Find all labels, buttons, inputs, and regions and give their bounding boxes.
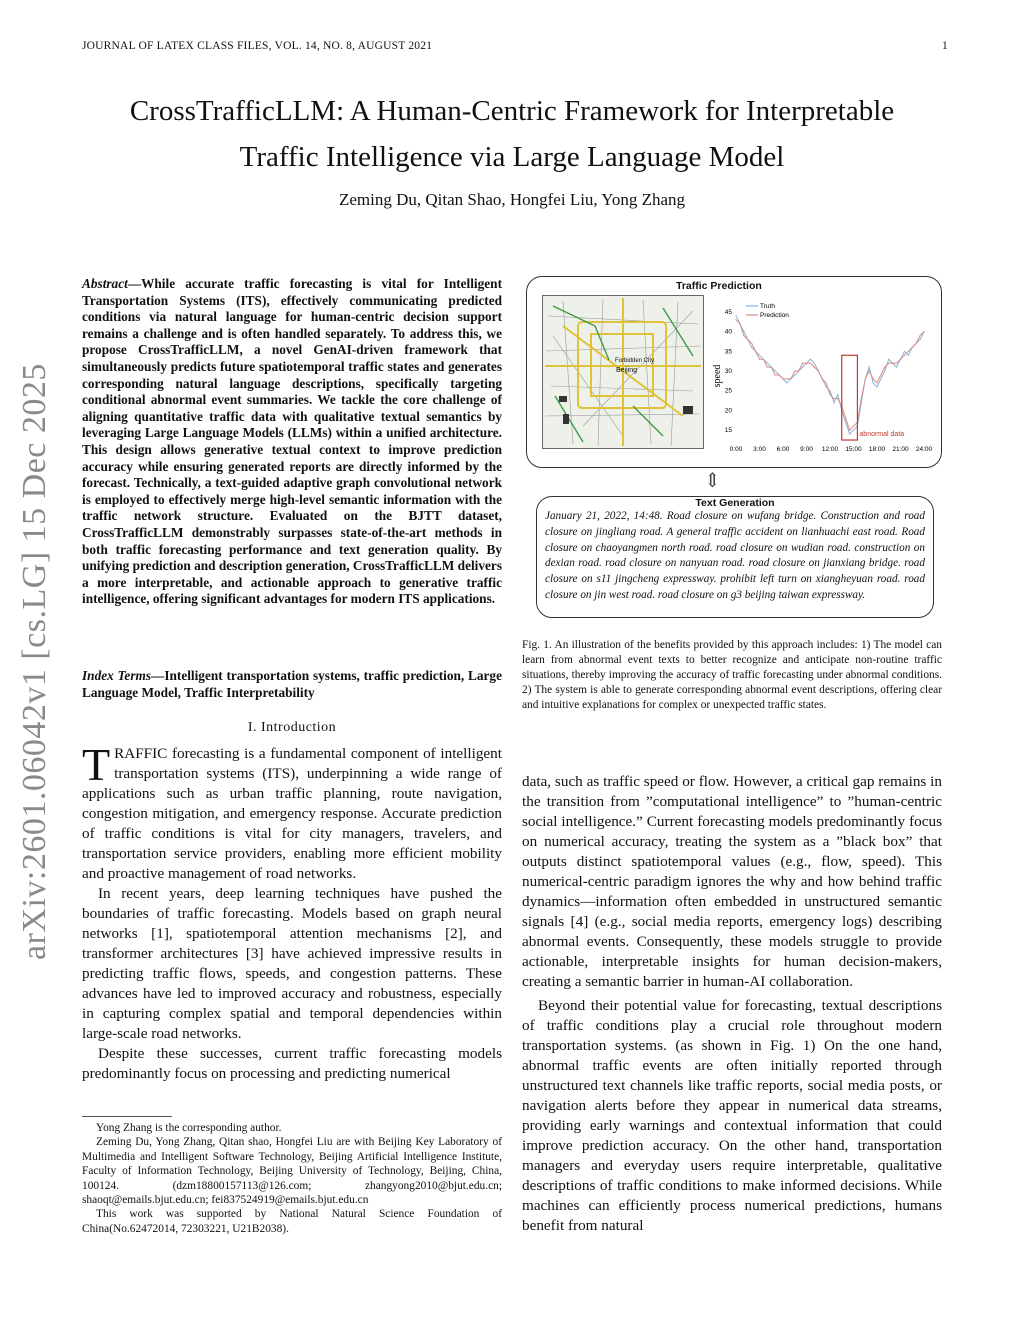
author-list: Zeming Du, Qitan Shao, Hongfei Liu, Yong Zhang bbox=[338, 190, 686, 209]
text-generation-title: Text Generation bbox=[695, 497, 775, 509]
data-point bbox=[880, 374, 881, 375]
data-point bbox=[751, 347, 752, 348]
x-tick-label: 15:00 bbox=[845, 446, 862, 453]
x-tick-label: 24:00 bbox=[915, 446, 933, 453]
data-point bbox=[896, 363, 897, 364]
data-point bbox=[806, 363, 807, 364]
data-point bbox=[794, 374, 795, 375]
data-point bbox=[810, 363, 811, 364]
data-point bbox=[825, 386, 826, 387]
drop-cap: T bbox=[82, 739, 111, 790]
data-point bbox=[900, 359, 901, 360]
data-point bbox=[884, 370, 885, 371]
footnote-affiliation: Zeming Du, Yong Zhang, Qitan shao, Hongfei Liu are with Beijing Key Laboratory of Multimedia and Intelligent Software Technology, Beijing Artificial Intelligence Institute, Faculty of Information Technology, Beijing University of Technology, Beijing, China, 100124. (dzm18800157113@126.com; zhangyong2010@bjut.edu.cn; shaoqt@emails.bjut.edu.cn; fei837524919@emails.bjut.edu.cn bbox=[82, 1136, 502, 1207]
road-network-graphic bbox=[543, 296, 703, 448]
data-point bbox=[872, 382, 873, 383]
data-point bbox=[880, 378, 881, 379]
running-head bbox=[82, 40, 948, 52]
data-point bbox=[837, 394, 838, 395]
data-point bbox=[845, 418, 846, 419]
data-point bbox=[833, 402, 834, 403]
data-point bbox=[923, 331, 924, 332]
data-point bbox=[747, 339, 748, 340]
data-point bbox=[892, 363, 893, 364]
data-point bbox=[786, 378, 787, 379]
title-line-1: CrossTrafficLLM: A Human-Centric Framework for Interpretable bbox=[129, 95, 895, 127]
data-point bbox=[810, 359, 811, 360]
beijing-road-map bbox=[542, 295, 704, 449]
x-tick-label: 3:00 bbox=[753, 446, 766, 453]
data-point bbox=[837, 398, 838, 399]
data-point bbox=[794, 370, 795, 371]
data-point bbox=[853, 426, 854, 427]
data-point bbox=[775, 374, 776, 375]
intro-paragraph-1 bbox=[82, 739, 502, 884]
data-point bbox=[743, 331, 744, 332]
data-point bbox=[802, 366, 803, 367]
data-point bbox=[814, 363, 815, 364]
data-point bbox=[916, 343, 917, 344]
data-point bbox=[825, 382, 826, 383]
data-point bbox=[763, 359, 764, 360]
figure-panel-title: Traffic Prediction bbox=[676, 280, 762, 292]
data-point bbox=[829, 390, 830, 391]
y-tick-label: 40 bbox=[724, 328, 732, 336]
data-point bbox=[904, 351, 905, 352]
x-tick-label: 0:00 bbox=[729, 446, 743, 453]
y-tick-label: 35 bbox=[724, 348, 732, 356]
data-point bbox=[845, 422, 846, 423]
chart-legend bbox=[746, 303, 789, 319]
title-line-2: Traffic Intelligence via Large Language Model bbox=[239, 141, 785, 173]
data-point bbox=[829, 394, 830, 395]
y-tick-label: 45 bbox=[724, 308, 732, 316]
abstract-text: —While accurate traffic forecasting is vital for Intelligent Transportation Systems (ITS), effectively communicating predicted conditions via natural language for human-centric decision support remains a challenge and is often handled separately. To address this, we propose CrossTrafficLLM, a novel GenAI-driven framework that simultaneously predicts future spatiotemporal traffic states and generates corresponding natural language descriptions, specifically targeting conditional abnormal event summaries. We tackle the core challenge of aligning quantitative traffic data with qualitative textual semantics by leveraging Large Language Models (LLMs) within a unified architecture. This design allows generative textual context to improve prediction accuracy while ensuring generated reports are directly informed by the forecast. Technically, a text-guided adaptive graph convolutional network is employed to effectively merge high-level semantic information with the traffic network structure. Evaluated on the BJTT dataset, CrossTrafficLLM demonstrably surpasses state-of-the-art methods in both traffic forecasting performance and text generation quality. By unifying prediction and description generation, CrossTrafficLLM delivers a more interpretable, and actionable approach to generative traffic intelligence, offering significant advantages for modern ITS applications. bbox=[82, 276, 502, 607]
y-tick-label: 20 bbox=[724, 407, 732, 415]
data-point bbox=[778, 374, 779, 375]
data-point bbox=[822, 378, 823, 379]
data-point bbox=[888, 363, 889, 364]
data-point bbox=[735, 315, 736, 316]
data-point bbox=[869, 366, 870, 367]
footnote-rule bbox=[82, 1116, 172, 1117]
data-point bbox=[743, 335, 744, 336]
data-point bbox=[755, 351, 756, 352]
intro-paragraph-2: In recent years, deep learning techniques have pushed the boundaries of traffic forecasting. Models based on graph neural networks [1], spatiotemporal attention mechanisms [2], and transformer architectures [3] have achieved impressive results in predicting traffic flows, speeds, and congestion patterns. These advances have led to improved accuracy and robustness, especially in capturing complex spatial and temporal dependencies within large-scale road networks. bbox=[82, 885, 502, 1042]
data-point bbox=[908, 351, 909, 352]
data-point bbox=[912, 347, 913, 348]
x-tick-label: 9:00 bbox=[800, 446, 813, 453]
right-paragraph-2: Beyond their potential value for forecasting, textual descriptions of traffic conditions play a crucial role throughout modern transportation systems. (as shown in Fig. 1) On the one hand, abnormal traffic events are often initially reported through unstructured text channels like traffic reports, social media posts, or navigation alerts before they appear in numerical data streams, providing early warnings and contextual information that could improve prediction accuracy. On the other hand, transportation managers and everyday users require interpretable, qualitative descriptions of traffic conditions to make informed decisions. While machines can efficiently process numerical predictions, humans benefit from natural bbox=[522, 997, 942, 1234]
abstract-label: Abstract bbox=[82, 276, 128, 291]
data-point bbox=[876, 386, 877, 387]
data-point bbox=[814, 366, 815, 367]
legend-prediction-label: Prediction bbox=[760, 312, 789, 319]
arxiv-stamp: arXiv:2601.06042v1 [cs.LG] 15 Dec 2025 bbox=[16, 363, 53, 960]
x-tick-label: 18:00 bbox=[868, 446, 886, 453]
x-tick-label: 6:00 bbox=[776, 446, 790, 453]
data-point bbox=[853, 430, 854, 431]
data-point bbox=[888, 359, 889, 360]
x-tick-label: 21:00 bbox=[892, 446, 909, 453]
data-point bbox=[802, 363, 803, 364]
data-point bbox=[759, 355, 760, 356]
index-terms-text: —Intelligent transportation systems, traffic prediction, Large Language Model, Traffic Interpretability bbox=[82, 668, 502, 700]
data-point bbox=[739, 323, 740, 324]
abstract bbox=[82, 276, 502, 608]
double-arrow-icon: ⇕ bbox=[704, 470, 721, 492]
section-heading-introduction: I. Introduction bbox=[247, 720, 337, 735]
right-paragraph-1: data, such as traffic speed or flow. However, a critical gap remains in the transition from ”computational intelligence” to ”human-centric social intelligence.” Current forecasting models predominantly focus on numerical accuracy, treating the system as a ”black box” that outputs distinct spatiotemporal values (e.g., flow, speed). This numerical-centric paradigm ignores the why and how behind traffic dynamics—information often embedded in unstructured semantic signals [4] (e.g., social media reports, emergency logs) describing abnormal events. Consequently, these models struggle to provide actionable, interpretable insights for human decision-makers, creating a semantic barrier in human-AI collaboration. bbox=[522, 773, 942, 990]
legend-truth-label: Truth bbox=[760, 303, 775, 310]
series-line-prediction bbox=[736, 320, 924, 430]
abnormal-data-label: abnormal data bbox=[859, 431, 905, 439]
data-point bbox=[751, 343, 752, 344]
figure-1-caption: Fig. 1. An illustration of the benefits provided by this approach includes: 1) The model can learn from abnormal event texts to better recognize and anticipate non-routine traffic situations, thereby improving the accuracy of traffic forecasting under abnormal conditions. 2) The system is able to generate corresponding abnormal event descriptions, offering clear and intuitive explanations for complex or unexpected traffic states. bbox=[522, 639, 942, 711]
data-point bbox=[735, 319, 736, 320]
data-point bbox=[767, 366, 768, 367]
data-point bbox=[904, 355, 905, 356]
data-point bbox=[798, 370, 799, 371]
footnotes bbox=[82, 1116, 502, 1236]
map-label-forbidden-city: Forbidden City bbox=[615, 358, 655, 364]
series-line-truth bbox=[736, 316, 924, 434]
data-point bbox=[759, 359, 760, 360]
data-point bbox=[782, 378, 783, 379]
data-point bbox=[869, 370, 870, 371]
data-point bbox=[818, 370, 819, 371]
data-point bbox=[865, 378, 866, 379]
abnormal-data-box bbox=[842, 355, 858, 440]
y-axis-label: speed bbox=[712, 364, 723, 388]
data-point bbox=[849, 430, 850, 431]
data-point bbox=[919, 339, 920, 340]
intro-paragraph-3: Despite these successes, current traffic forecasting models predominantly focus on processing and predicting numerical bbox=[82, 1045, 502, 1082]
data-point bbox=[884, 366, 885, 367]
text-generation-panel bbox=[536, 496, 934, 618]
y-tick-label: 30 bbox=[724, 368, 732, 376]
footnote-corresponding: Yong Zhang is the corresponding author. bbox=[96, 1122, 282, 1134]
data-point bbox=[861, 398, 862, 399]
data-point bbox=[876, 382, 877, 383]
index-terms-label: Index Terms bbox=[82, 668, 152, 683]
speed-line-chart bbox=[706, 296, 934, 458]
page-number: 1 bbox=[942, 40, 948, 52]
data-point bbox=[833, 398, 834, 399]
data-point bbox=[790, 378, 791, 379]
intro-paragraph-1-text: RAFFIC forecasting is a fundamental component of intelligent transportation systems (ITS), underpinning a wide range of applications such as urban traffic planning, route navigation, congestion mitigation, and emergency response. Accurate prediction of traffic conditions is vital for city managers, travelers, and transportation service providers, enabling more efficient mobility and proactive management of road networks. bbox=[82, 745, 502, 882]
index-terms bbox=[82, 668, 502, 701]
running-head-text: JOURNAL OF LATEX CLASS FILES, VOL. 14, NO. 8, AUGUST 2021 bbox=[82, 40, 433, 52]
right-column-body bbox=[522, 772, 942, 1236]
paper-title bbox=[60, 88, 964, 180]
footnote-funding: This work was supported by National Natural Science Foundation of China(No.62472014, 72303221, U21B2038). bbox=[82, 1208, 502, 1235]
introduction-body bbox=[82, 739, 502, 1084]
data-point bbox=[767, 363, 768, 364]
data-point bbox=[771, 366, 772, 367]
data-point bbox=[919, 335, 920, 336]
data-point bbox=[786, 382, 787, 383]
x-tick-label: 12:00 bbox=[821, 446, 839, 453]
data-point bbox=[775, 370, 776, 371]
data-point bbox=[872, 378, 873, 379]
map-label-beijing: Beijing bbox=[616, 367, 638, 374]
y-tick-label: 15 bbox=[724, 427, 732, 435]
data-point bbox=[896, 366, 897, 367]
data-point bbox=[908, 355, 909, 356]
text-generation-body: January 21, 2022, 14:48. Road closure on wufang bridge. Construction and road closure on jingliang road. A general traffic accident on lianhuachi east road. Road closure on chaoyangmen north road. road closure on wudian road. construction on dexian road. road closure on nanyuan road. road closure on jianxiang bridge. road closure on s11 jingcheng expressway. prohibit left turn on xiangheyuan road. road closure on jin west road. road closure on g3 beijing taiwan expressway. bbox=[545, 510, 925, 601]
y-tick-label: 25 bbox=[724, 387, 732, 395]
data-point bbox=[849, 434, 850, 435]
